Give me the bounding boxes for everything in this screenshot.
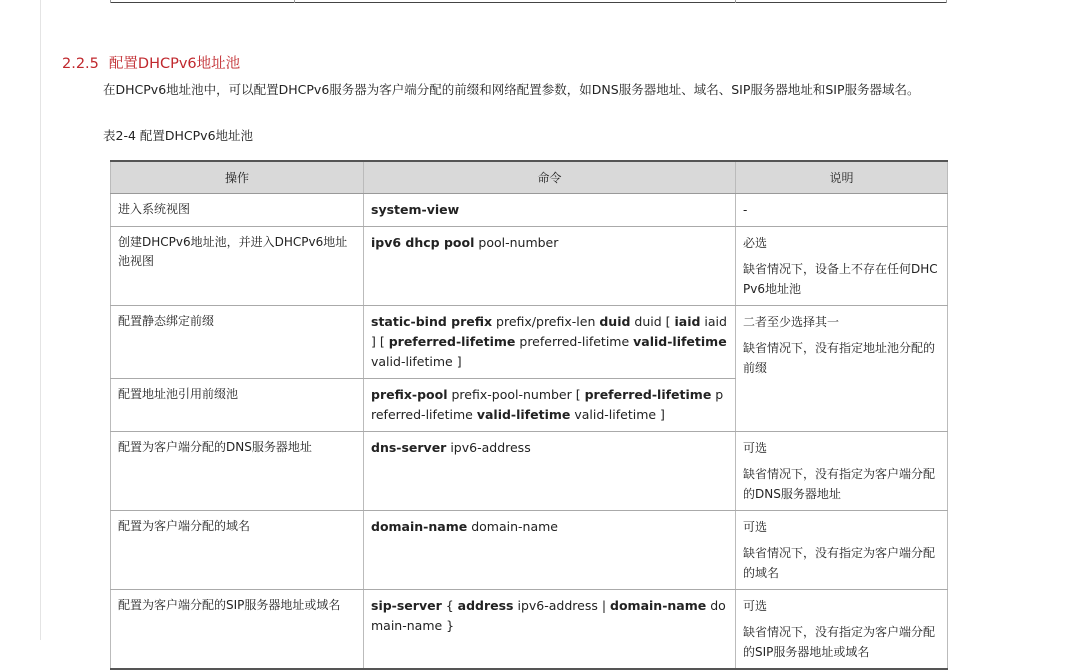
description-line: 必选 xyxy=(743,236,768,250)
description-line: 可选 xyxy=(743,599,768,613)
command-argument: prefix-pool-number [ xyxy=(447,387,585,402)
header-command: 命令 xyxy=(364,161,736,194)
command-cell xyxy=(364,432,736,511)
command-argument: domain-name xyxy=(467,519,558,534)
operation-cell: 创建DHCPv6地址池，并进入DHCPv6地址池视图 xyxy=(111,227,364,306)
config-table xyxy=(110,160,948,670)
intro-paragraph: 在DHCPv6地址池中，可以配置DHCPv6服务器为客户端分配的前缀和网络配置参数，如DNS服务器地址、域名、SIP服务器地址和SIP服务器域名。 xyxy=(103,82,920,97)
command-keyword: dns-server xyxy=(371,440,447,455)
table-header-row xyxy=(111,161,948,194)
description-line: 二者至少选择其一 xyxy=(743,315,840,329)
description-cell xyxy=(736,227,948,306)
command-argument: duid [ xyxy=(630,314,675,329)
command-argument: { xyxy=(441,598,458,613)
previous-table-bottom xyxy=(110,0,947,3)
command-cell xyxy=(364,379,736,432)
command-argument: prefix/prefix-len xyxy=(492,314,600,329)
command-argument: ipv6-address xyxy=(446,440,531,455)
command-keyword: iaid xyxy=(674,314,701,329)
description-cell xyxy=(736,590,948,670)
description-line: 可选 xyxy=(743,441,768,455)
command-keyword: domain-name xyxy=(610,598,707,613)
page-margin-rule xyxy=(40,0,41,640)
description-cell xyxy=(736,306,948,432)
command-keyword: domain-name xyxy=(371,519,468,534)
command-cell xyxy=(364,227,736,306)
description-cell xyxy=(736,511,948,590)
command-keyword: address xyxy=(457,598,514,613)
command-argument: valid-lifetime ] xyxy=(570,407,665,422)
description-cell xyxy=(736,432,948,511)
description-line: 缺省情况下，设备上不存在任何DHCPv6地址池 xyxy=(743,262,938,296)
table-row xyxy=(111,432,948,511)
table-row xyxy=(111,227,948,306)
table-caption: 表2-4 配置DHCPv6地址池 xyxy=(103,128,254,143)
command-argument: preferred-lifetime xyxy=(515,334,634,349)
description-line: - xyxy=(743,203,748,217)
command-keyword: preferred-lifetime xyxy=(584,387,712,402)
command-keyword: valid-lifetime xyxy=(633,334,727,349)
command-argument: domain-name } xyxy=(371,598,726,633)
command-cell xyxy=(364,511,736,590)
description-cell xyxy=(736,194,948,227)
header-operation: 操作 xyxy=(111,161,364,194)
description-line: 缺省情况下，没有指定为客户端分配的SIP服务器地址或域名 xyxy=(743,625,936,659)
table-row xyxy=(111,194,948,227)
command-keyword: static-bind prefix xyxy=(371,314,493,329)
description-line: 缺省情况下，没有指定为客户端分配的DNS服务器地址 xyxy=(743,467,936,501)
command-argument: preferred-lifetime xyxy=(371,387,724,422)
description-line: 可选 xyxy=(743,520,768,534)
description-line: 缺省情况下，没有指定为客户端分配的域名 xyxy=(743,546,936,580)
description-line: 缺省情况下，没有指定地址池分配的前缀 xyxy=(743,341,936,375)
command-argument: ipv6-address | xyxy=(513,598,611,613)
command-keyword: valid-lifetime xyxy=(476,407,571,422)
section-heading xyxy=(62,52,240,73)
operation-cell: 配置为客户端分配的域名 xyxy=(111,511,364,590)
operation-cell: 配置为客户端分配的DNS服务器地址 xyxy=(111,432,364,511)
command-argument: valid-lifetime ] xyxy=(371,354,462,369)
command-keyword: system-view xyxy=(371,202,460,217)
command-keyword: sip-server xyxy=(371,598,442,613)
operation-cell: 配置地址池引用前缀池 xyxy=(111,379,364,432)
operation-cell: 配置为客户端分配的SIP服务器地址或域名 xyxy=(111,590,364,670)
table-row xyxy=(111,306,948,379)
section-number: 2.2.5 xyxy=(62,56,99,72)
operation-cell: 进入系统视图 xyxy=(111,194,364,227)
section-title: 配置DHCPv6地址池 xyxy=(108,56,241,72)
command-keyword: preferred-lifetime xyxy=(388,334,516,349)
command-keyword: duid xyxy=(599,314,631,329)
command-keyword: ipv6 dhcp pool xyxy=(371,235,475,250)
header-description: 说明 xyxy=(736,161,948,194)
command-argument: iaid ] [ xyxy=(371,314,727,349)
command-argument: pool-number xyxy=(474,235,559,250)
command-cell xyxy=(364,590,736,670)
table-row xyxy=(111,511,948,590)
command-keyword: prefix-pool xyxy=(371,387,448,402)
operation-cell: 配置静态绑定前缀 xyxy=(111,306,364,379)
table-row xyxy=(111,590,948,670)
command-cell xyxy=(364,194,736,227)
command-cell xyxy=(364,306,736,379)
